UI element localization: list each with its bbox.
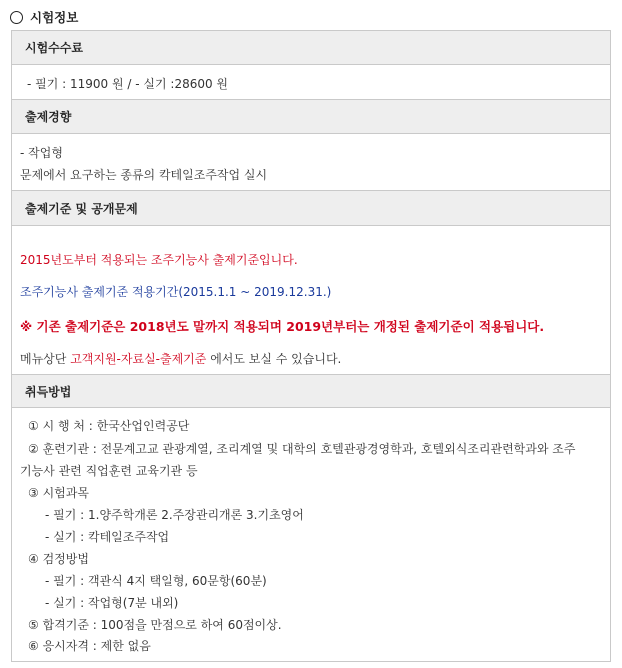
- method-item-4b: - 실기 : 작업형(7분 내외): [45, 596, 179, 610]
- method-item-4a: - 필기 : 객관식 4지 택일형, 60문항(60분): [45, 574, 267, 588]
- exam-info-table: [11, 30, 611, 662]
- method-item-6: ⑥ 응시자격 : 제한 없음: [28, 639, 151, 653]
- method-item-5: ⑤ 합격기준 : 100점을 만점으로 하여 60점이상.: [28, 618, 282, 632]
- circle-icon: [10, 11, 23, 24]
- section-title: [10, 8, 78, 26]
- fee-header: 시험수수료: [12, 31, 610, 65]
- trend-line-1: - 작업형: [20, 146, 63, 160]
- criteria-red-line: 2015년도부터 적용되는 조주기능사 출제기준입니다.: [20, 253, 298, 267]
- method-item-3: ③ 시험과목: [28, 486, 89, 500]
- method-header: 취득방법: [12, 374, 610, 408]
- method-item-4: ④ 검정방법: [28, 552, 89, 566]
- criteria-period: 조주기능사 출제기준 적용기간(2015.1.1 ~ 2019.12.31.): [20, 285, 332, 299]
- criteria-header: 출제기준 및 공개문제: [12, 190, 610, 226]
- fee-text: - 필기 : 11900 원 / - 실기 :28600 원: [27, 77, 229, 91]
- method-item-3a: - 필기 : 1.양주학개론 2.주장관리개론 3.기초영어: [45, 508, 304, 522]
- page-title: 시험정보: [30, 10, 79, 25]
- method-item-2a: ② 훈련기관 : 전문계고교 관광계열, 조리계열 및 대학의 호텔관광경영학과, 호텔외식조리관련학과와 조주: [28, 442, 576, 456]
- trend-line-2: 문제에서 요구하는 종류의 칵테일조주작업 실시: [20, 168, 268, 182]
- criteria-menu-link[interactable]: 고객지원-자료실-출제기준: [70, 352, 207, 366]
- trend-header: 출제경향: [12, 99, 610, 134]
- criteria-menu-line: 메뉴상단 고객지원-자료실-출제기준 에서도 보실 수 있습니다.: [20, 352, 342, 366]
- method-item-3b: - 실기 : 칵테일조주작업: [45, 530, 170, 544]
- criteria-notice: ※ 기존 출제기준은 2018년도 말까지 적용되며 2019년부터는 개정된 출제기준이 적용됩니다.: [20, 319, 545, 334]
- method-item-2b: 기능사 관련 직업훈련 교육기관 등: [20, 464, 198, 478]
- method-item-1: ① 시 행 처 : 한국산업인력공단: [28, 419, 190, 433]
